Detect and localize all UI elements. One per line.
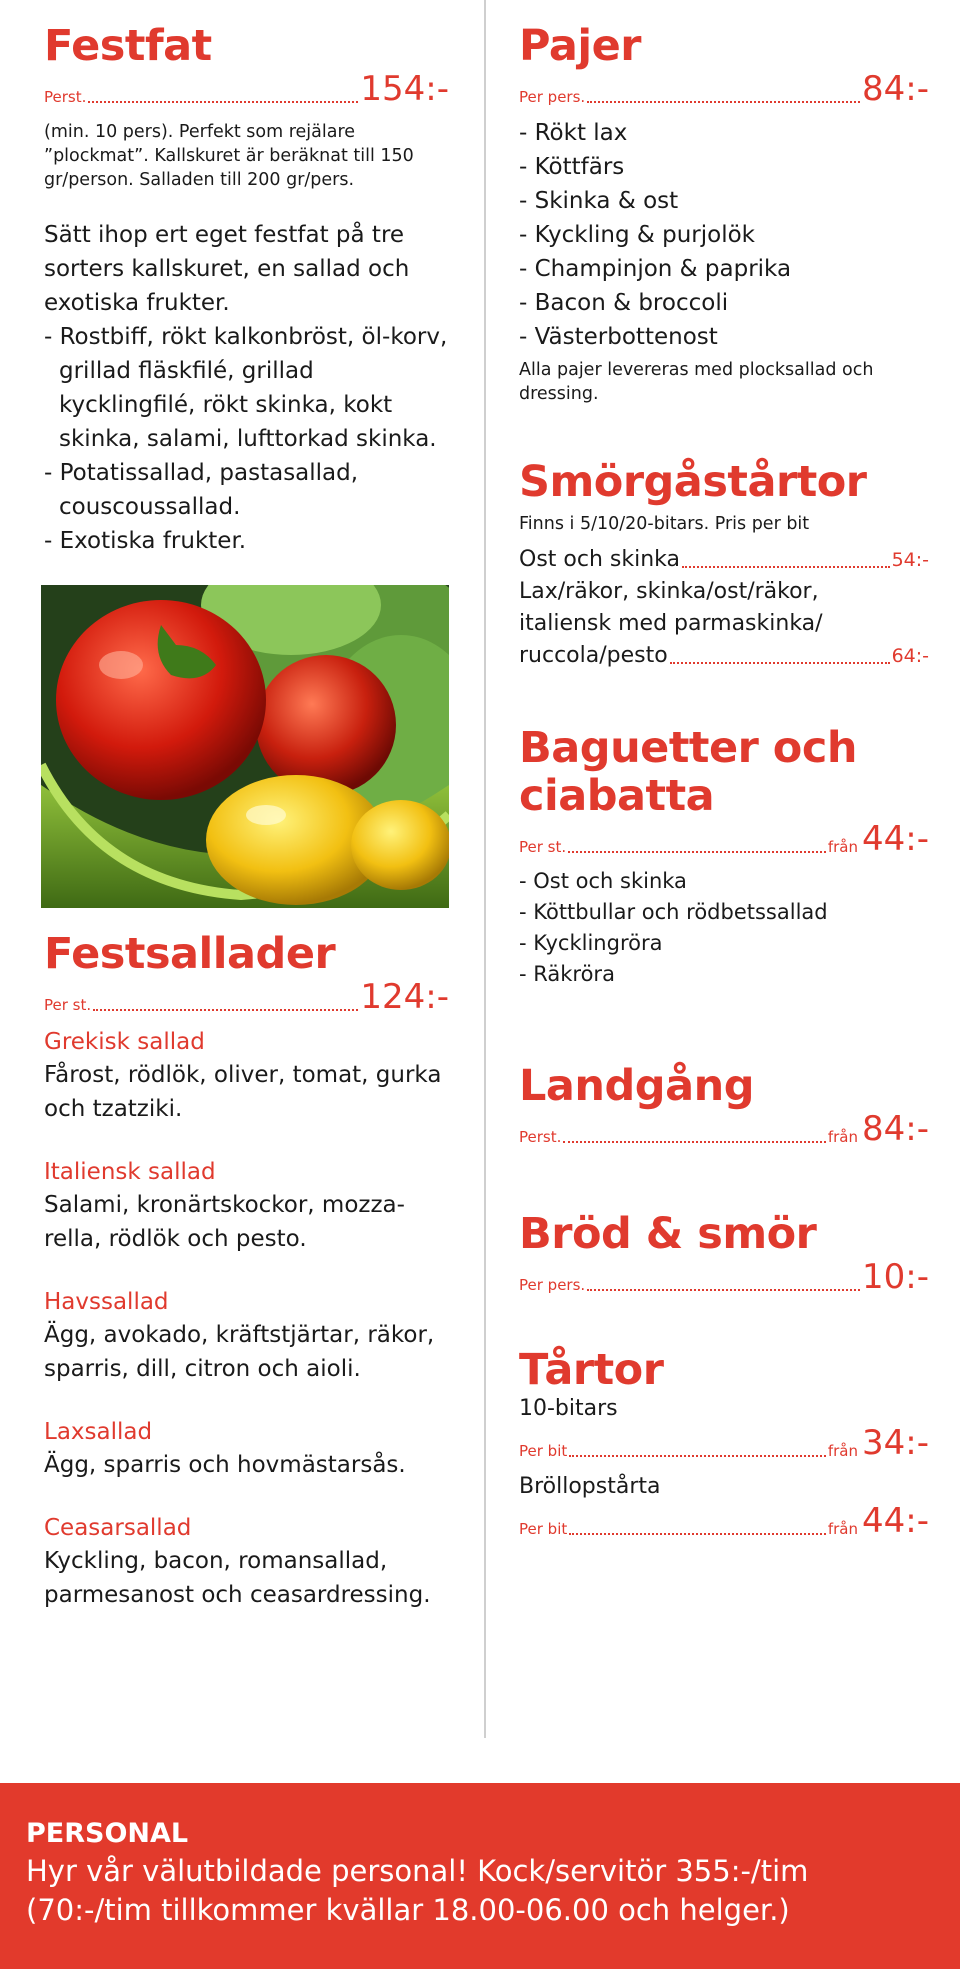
item-name: italiensk med parmaskinka/ — [519, 611, 823, 636]
baguetter-items — [519, 866, 929, 990]
salad-description: Ägg, sparris och hovmästarsås. — [44, 1452, 406, 1478]
banner-line: Hyr vår välutbildade personal! Kock/servitör 355:-/tim — [26, 1854, 809, 1888]
item-price: 54:- — [891, 549, 929, 571]
smorgastartor-section — [519, 458, 929, 672]
from-label: från — [827, 838, 858, 856]
dot-leader — [88, 101, 358, 103]
pajer-items — [519, 116, 929, 354]
list-item: - Potatissallad, pastasallad, couscoussallad. — [44, 460, 359, 520]
list-item: - Ost och skinka — [519, 869, 687, 893]
list-item: - Kyckling & purjolök — [519, 222, 755, 248]
dot-leader — [568, 851, 826, 853]
festsallader-price: 124:- — [360, 977, 449, 1017]
festfat-title: Festfat — [44, 21, 212, 71]
list-item: - Exotiska frukter. — [44, 528, 247, 554]
baguetter-price-row — [519, 819, 929, 859]
from-label: från — [827, 1520, 858, 1538]
tartor-price: 44:- — [862, 1501, 929, 1541]
landgang-price-label: Perst. — [519, 1128, 562, 1146]
list-item: - Rökt lax — [519, 120, 628, 146]
baguetter-price-label: Per st. — [519, 838, 567, 856]
item-price: 64:- — [891, 645, 929, 667]
column-divider — [484, 0, 486, 1738]
banner-title: PERSONAL — [26, 1818, 189, 1849]
festfat-intro: (min. 10 pers). Perfekt som rejälare ”plockmat”. Kallskuret är beräknat till 150 gr/person. Salladen till 200 gr/pers. — [44, 122, 414, 190]
list-item: - Räkröra — [519, 962, 615, 986]
item-name: Ost och skinka — [519, 547, 680, 572]
from-label: från — [827, 1442, 858, 1460]
festfat-section — [44, 22, 449, 558]
right-column — [519, 21, 929, 1541]
landgang-title: Landgång — [519, 1061, 754, 1111]
landgang-price: 84:- — [862, 1109, 929, 1149]
left-column — [44, 21, 449, 1608]
vegetables-photo — [41, 585, 449, 908]
list-item: - Kycklingröra — [519, 931, 663, 955]
dot-leader — [563, 1141, 825, 1143]
smorgastarta-item — [519, 640, 929, 672]
banner-line: (70:-/tim tillkommer kvällar 18.00-06.00 och helger.) — [26, 1893, 790, 1927]
tartor-title: Tårtor — [519, 1345, 664, 1395]
brod-title: Bröd & smör — [519, 1209, 817, 1259]
salad-item — [44, 1286, 449, 1386]
pajer-note: Alla pajer levereras med plocksallad och dressing. — [519, 360, 874, 404]
salad-item — [44, 1156, 449, 1256]
list-item: - Köttfärs — [519, 154, 625, 180]
salad-name: Havssallad — [44, 1289, 169, 1315]
baguetter-title: Baguetter och ciabatta — [519, 723, 857, 821]
salad-item — [44, 1416, 449, 1482]
smorgastartor-note: Finns i 5/10/20-bitars. Pris per bit — [519, 514, 810, 534]
salad-item — [44, 1512, 449, 1612]
dot-leader — [670, 662, 890, 664]
baguetter-price: 44:- — [862, 819, 929, 859]
baguetter-section — [519, 724, 929, 990]
pajer-section — [519, 22, 929, 406]
smorgastarta-item — [519, 544, 929, 576]
tartor-price-label: Per bit — [519, 1520, 568, 1538]
festfat-price: 154:- — [360, 69, 449, 109]
salad-name: Laxsallad — [44, 1419, 153, 1445]
tartor-price-label: Per bit — [519, 1442, 568, 1460]
pajer-price-row — [519, 69, 929, 109]
brod-section — [519, 1209, 929, 1297]
dot-leader — [682, 566, 890, 568]
dot-leader — [93, 1009, 358, 1011]
festsallader-section — [44, 930, 449, 1612]
dot-leader — [587, 101, 860, 103]
dot-leader — [587, 1289, 860, 1291]
salad-name: Grekisk sallad — [44, 1029, 205, 1055]
brod-price: 10:- — [862, 1257, 929, 1297]
pajer-price-label: Per pers. — [519, 88, 586, 106]
salad-description: Fårost, rödlök, oliver, tomat, gurka och tzatziki. — [44, 1062, 442, 1122]
list-item: - Rostbiff, rökt kalkonbröst, öl-korv, grillad fläskfilé, grillad kycklingfilé, rökt skinka, kokt skinka, salami, lufttorkad skinka. — [44, 324, 448, 452]
tartor-sub1: 10-bitars — [519, 1396, 618, 1421]
dot-leader — [569, 1455, 826, 1457]
list-item: - Champinjon & paprika — [519, 256, 792, 282]
festfat-price-label: Perst. — [44, 88, 87, 106]
salad-description: Salami, kronärtskockor, mozza-rella, rödlök och pesto. — [44, 1192, 405, 1252]
salad-description: Ägg, avokado, kräftstjärtar, räkor, sparris, dill, citron och aioli. — [44, 1322, 435, 1382]
list-item: - Bacon & broccoli — [519, 290, 729, 316]
pajer-title: Pajer — [519, 21, 641, 71]
list-item: - Köttbullar och rödbetssallad — [519, 900, 828, 924]
list-item: - Skinka & ost — [519, 188, 679, 214]
smorgastartor-title: Smörgåstårtor — [519, 457, 867, 507]
list-item: - Västerbottenost — [519, 324, 718, 350]
landgang-price-row — [519, 1109, 929, 1149]
salad-name: Italiensk sallad — [44, 1159, 216, 1185]
tartor-section — [519, 1345, 929, 1541]
landgang-section — [519, 1061, 929, 1149]
festfat-price-row — [44, 69, 449, 109]
tartor-price-row-1 — [519, 1423, 929, 1463]
tartor-price-row-2 — [519, 1501, 929, 1541]
personal-banner — [0, 1783, 960, 1969]
tartor-sub2: Bröllopstårta — [519, 1474, 661, 1499]
brod-price-label: Per pers. — [519, 1276, 586, 1294]
item-name: ruccola/pesto — [519, 643, 668, 668]
festfat-description: Sätt ihop ert eget festfat på tre sorters kallskuret, en sallad och exotiska frukter. — [44, 222, 410, 316]
festfat-items — [44, 320, 449, 558]
salad-name: Ceasarsallad — [44, 1515, 192, 1541]
festsallader-price-row — [44, 977, 449, 1017]
pajer-price: 84:- — [862, 69, 929, 109]
dot-leader — [569, 1533, 826, 1535]
salad-description: Kyckling, bacon, romansallad, parmesanost och ceasardressing. — [44, 1548, 431, 1608]
from-label: från — [827, 1128, 858, 1146]
festsallader-price-label: Per st. — [44, 996, 92, 1014]
tartor-price: 34:- — [862, 1423, 929, 1463]
salad-item — [44, 1026, 449, 1126]
festsallader-title: Festsallader — [44, 929, 336, 979]
brod-price-row — [519, 1257, 929, 1297]
item-name: Lax/räkor, skinka/ost/räkor, — [519, 579, 819, 604]
